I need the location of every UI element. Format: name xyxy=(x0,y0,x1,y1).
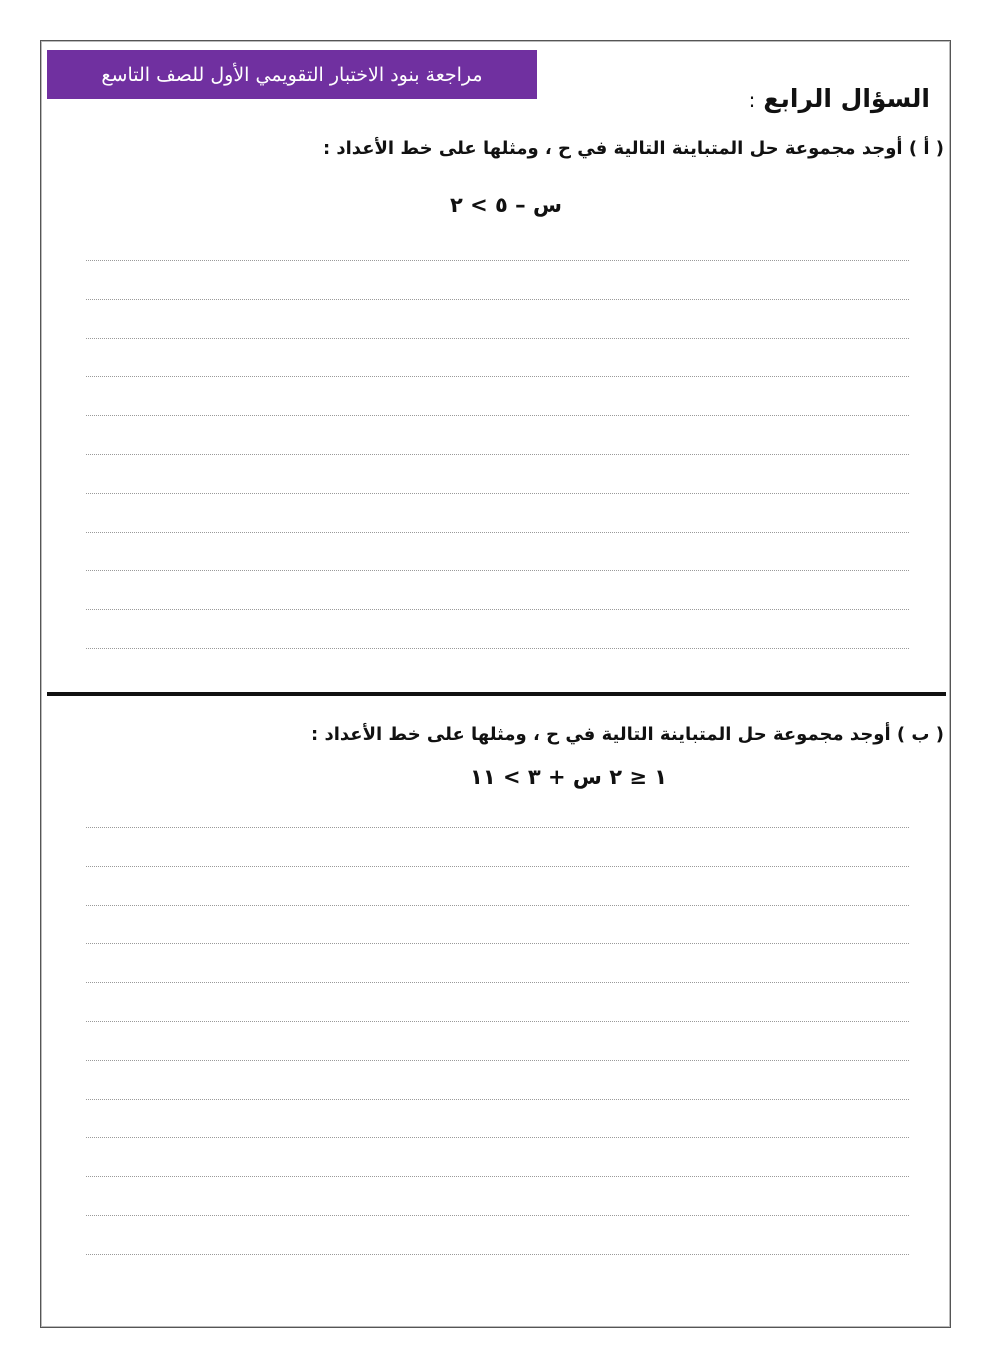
answer-line[interactable] xyxy=(86,1060,909,1061)
answer-line[interactable] xyxy=(86,570,909,571)
answer-line[interactable] xyxy=(86,415,909,416)
answer-line[interactable] xyxy=(86,1215,909,1216)
answer-line[interactable] xyxy=(86,1099,909,1100)
part-a-inequality: س – ٥ > ٢ xyxy=(450,193,562,217)
part-b-inequality: ١ ≤ ٢ س + ٣ > ١١ xyxy=(470,765,668,789)
page-frame xyxy=(40,40,951,1328)
answer-line[interactable] xyxy=(86,338,909,339)
answer-line[interactable] xyxy=(86,827,909,828)
answer-line[interactable] xyxy=(86,299,909,300)
part-b-prompt: ( ب ) أوجد مجموعة حل المتباينة التالية في ح ، ومثلها على خط الأعداد : xyxy=(311,724,944,745)
answer-line[interactable] xyxy=(86,376,909,377)
question-title xyxy=(749,84,930,113)
question-title-colon: : xyxy=(748,88,756,112)
answer-line[interactable] xyxy=(86,905,909,906)
answer-line[interactable] xyxy=(86,1137,909,1138)
answer-line[interactable] xyxy=(86,609,909,610)
answer-line[interactable] xyxy=(86,982,909,983)
answer-line[interactable] xyxy=(86,493,909,494)
answer-line[interactable] xyxy=(86,648,909,649)
answer-line[interactable] xyxy=(86,1254,909,1255)
answer-line[interactable] xyxy=(86,260,909,261)
answer-line[interactable] xyxy=(86,943,909,944)
question-title-text: السؤال الرابع xyxy=(763,84,930,113)
answer-line[interactable] xyxy=(86,866,909,867)
answer-line[interactable] xyxy=(86,532,909,533)
answer-line[interactable] xyxy=(86,1021,909,1022)
part-a-prompt: ( أ ) أوجد مجموعة حل المتباينة التالية في ح ، ومثلها على خط الأعداد : xyxy=(322,138,944,159)
worksheet-banner: مراجعة بنود الاختبار التقويمي الأول للصف التاسع xyxy=(47,50,537,99)
section-divider xyxy=(47,692,946,696)
answer-line[interactable] xyxy=(86,1176,909,1177)
answer-line[interactable] xyxy=(86,454,909,455)
